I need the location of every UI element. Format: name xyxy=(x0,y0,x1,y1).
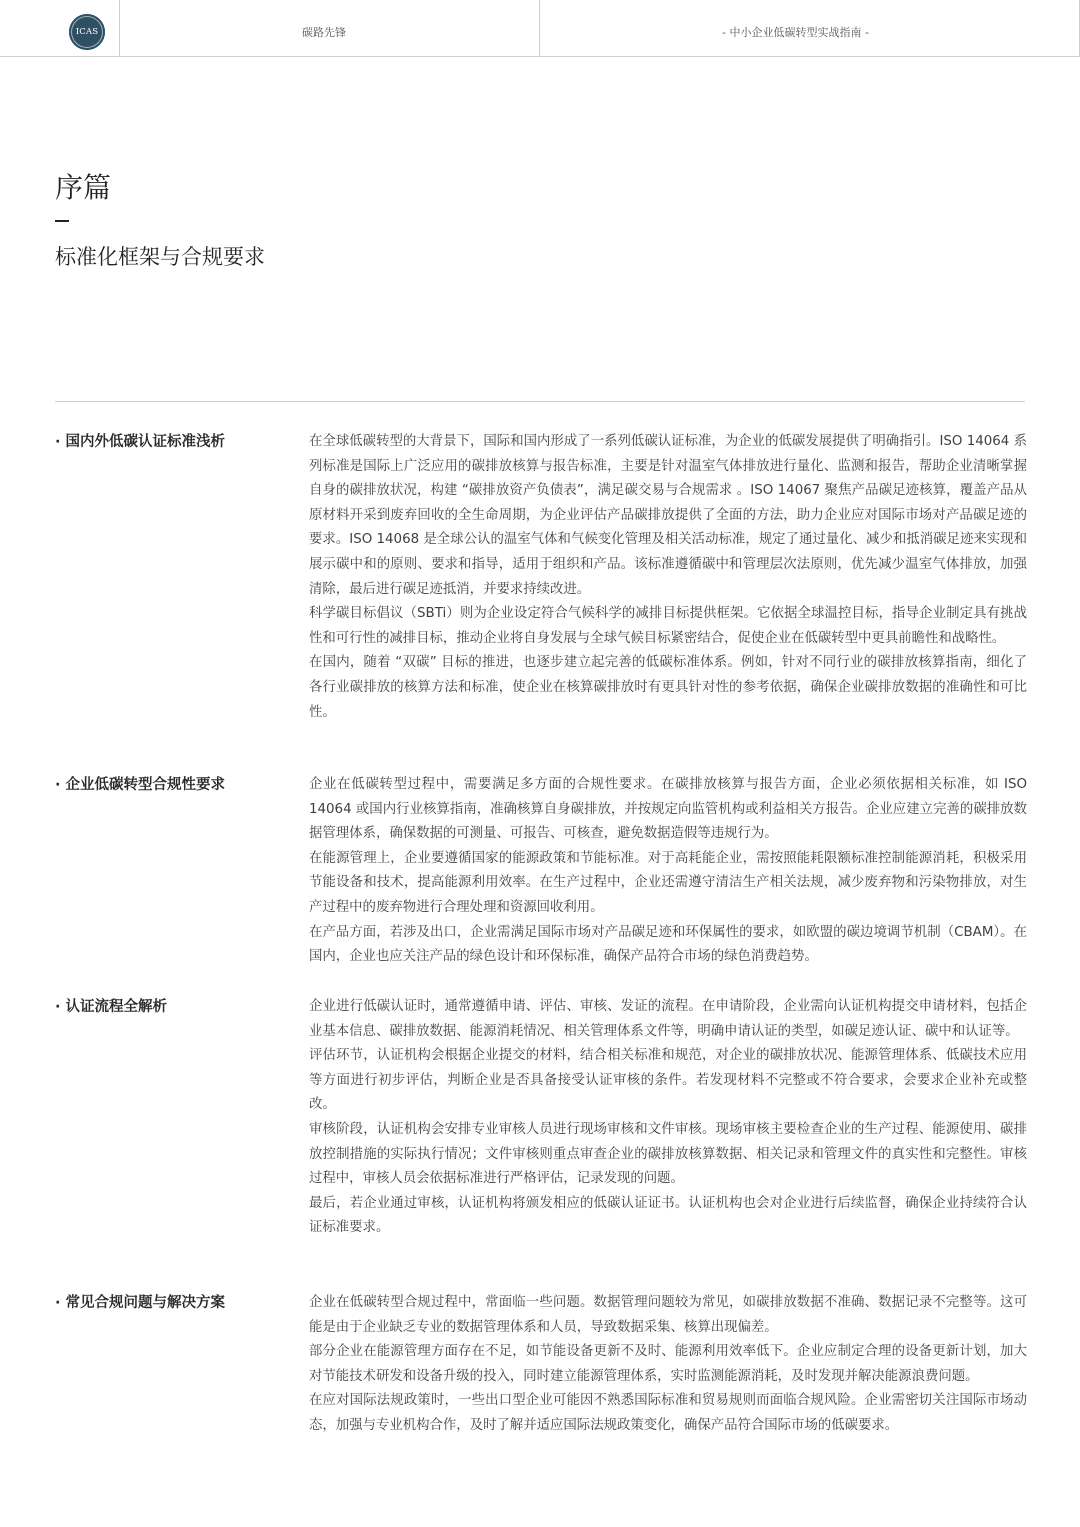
icas-logo xyxy=(69,14,105,50)
section-body xyxy=(309,430,1027,725)
header-divider xyxy=(119,0,120,57)
paragraph: 审核阶段，认证机构会安排专业审核人员进行现场审核和文件审核。现场审核主要检查企业的生产过程、能源使用、碳排放控制措施的实际执行情况；文件审核则重点审查企业的碳排放核算数据、相关记录和管理文件的真实性和完整性。审核过程中，审核人员会依据标准进行严格评估，记录发现的问题。 xyxy=(309,1121,1027,1187)
header-book-title: - 中小企业低碳转型实战指南 - xyxy=(722,26,869,39)
paragraph: 在全球低碳转型的大背景下，国际和国内形成了一系列低碳认证标准，为企业的低碳发展提供了明确指引。ISO 14064 系列标准是国际上广泛应用的碳排放核算与报告标准，主要是针对温室气体排放进行量化、监测和报告，帮助企业清晰掌握自身的碳排放状况，构建 “碳排放资产负债表”，满足碳交易与合规需求 。ISO 14067 聚焦产品碳足迹核算，覆盖产品从原材料开采到废弃回收的全生命周期，为企业评估产品碳排放提供了全面的方法，助力企业应对国际市场对产品碳足迹的要求。ISO 14068 是全球公认的温室气体和气候变化管理及相关活动标准，规定了通过量化、减少和抵消碳足迹来实现和展示碳中和的原则、要求和指导，适用于组织和产品。该标准遵循碳中和管理层次法原则，优先减少温室气体排放，加强清除，最后进行碳足迹抵消，并要求持续改进。 xyxy=(309,434,1027,597)
horizontal-rule xyxy=(55,401,1025,402)
header-brand-title: 碳路先锋 xyxy=(302,26,346,39)
section-title: · 认证流程全解析 xyxy=(55,999,168,1015)
paragraph: 科学碳目标倡议（SBTi）则为企业设定符合气候科学的减排目标提供框架。它依据全球温控目标，指导企业制定具有挑战性和可行性的减排目标，推动企业将自身发展与全球气候目标紧密结合，促使企业在低碳转型中更具前瞻性和战略性。 xyxy=(309,606,1027,646)
paragraph: 在应对国际法规政策时，一些出口型企业可能因不熟悉国际标准和贸易规则而面临合规风险。企业需密切关注国际市场动态，加强与专业机构合作，及时了解并适应国际法规政策变化，确保产品符合国际市场的低碳要求。 xyxy=(309,1393,1027,1433)
page-header xyxy=(0,0,1080,57)
title-dash-divider xyxy=(55,220,69,222)
paragraph: 部分企业在能源管理方面存在不足，如节能设备更新不及时、能源利用效率低下。企业应制定合理的设备更新计划，加大对节能技术研发和设备升级的投入，同时建立能源管理体系，实时监测能源消耗，及时发现并解决能源浪费问题。 xyxy=(309,1344,1027,1384)
section-body xyxy=(309,995,1027,1241)
paragraph: 企业在低碳转型过程中，需要满足多方面的合规性要求。在碳排放核算与报告方面，企业必须依据相关标准，如 ISO 14064 或国内行业核算指南，准确核算自身碳排放，并按规定向监管机构或利益相关方报告。企业应建立完善的碳排放数据管理体系，确保数据的可测量、可报告、可核查，避免数据造假等违规行为。 xyxy=(309,777,1027,842)
paragraph: 企业在低碳转型合规过程中，常面临一些问题。数据管理问题较为常见，如碳排放数据不准确、数据记录不完整等。这可能是由于企业缺乏专业的数据管理体系和人员，导致数据采集、核算出现偏差。 xyxy=(309,1295,1027,1335)
paragraph: 在能源管理上，企业要遵循国家的能源政策和节能标准。对于高耗能企业，需按照能耗限额标准控制能源消耗，积极采用节能设备和技术，提高能源利用效率。在生产过程中，企业还需遵守清洁生产相关法规，减少废弃物和污染物排放，对生产过程中的废弃物进行合理处理和资源回收利用。 xyxy=(309,850,1027,915)
section-body xyxy=(309,773,1027,970)
paragraph: 在产品方面，若涉及出口，企业需满足国际市场对产品碳足迹和环保属性的要求，如欧盟的碳边境调节机制（CBAM）。在国内，企业也应关注产品的绿色设计和环保标准，确保产品符合市场的绿色消费趋势。 xyxy=(309,924,1027,965)
section-body xyxy=(309,1291,1027,1439)
paragraph: 在国内，随着 “双碳” 目标的推进，也逐步建立起完善的低碳标准体系。例如，针对不同行业的碳排放核算指南，细化了各行业碳排放的核算方法和标准，使企业在核算碳排放时有更具针对性的参考依据，确保企业碳排放数据的准确性和可比性。 xyxy=(309,655,1027,720)
section-title: · 常见合规问题与解决方案 xyxy=(55,1295,226,1311)
header-divider xyxy=(539,0,540,57)
paragraph: 企业进行低碳认证时，通常遵循申请、评估、审核、发证的流程。在申请阶段，企业需向认证机构提交申请材料，包括企业基本信息、碳排放数据、能源消耗情况、相关管理体系文件等，明确申请认证的类型，如碳足迹认证、碳中和认证等。 xyxy=(309,999,1027,1039)
section-title: · 国内外低碳认证标准浅析 xyxy=(55,434,226,450)
logo-text: ICAS xyxy=(75,27,99,37)
section-title: · 企业低碳转型合规性要求 xyxy=(55,777,226,793)
paragraph: 评估环节，认证机构会根据企业提交的材料，结合相关标准和规范，对企业的碳排放状况、能源管理体系、低碳技术应用等方面进行初步评估，判断企业是否具备接受认证审核的条件。若发现材料不完整或不符合要求，会要求企业补充或整改。 xyxy=(309,1048,1027,1113)
chapter-subtitle: 标准化框架与合规要求 xyxy=(55,245,265,269)
chapter-title: 序篇 xyxy=(55,171,112,204)
paragraph: 最后，若企业通过审核，认证机构将颁发相应的低碳认证证书。认证机构也会对企业进行后续监督，确保企业持续符合认证标准要求。 xyxy=(309,1195,1027,1236)
